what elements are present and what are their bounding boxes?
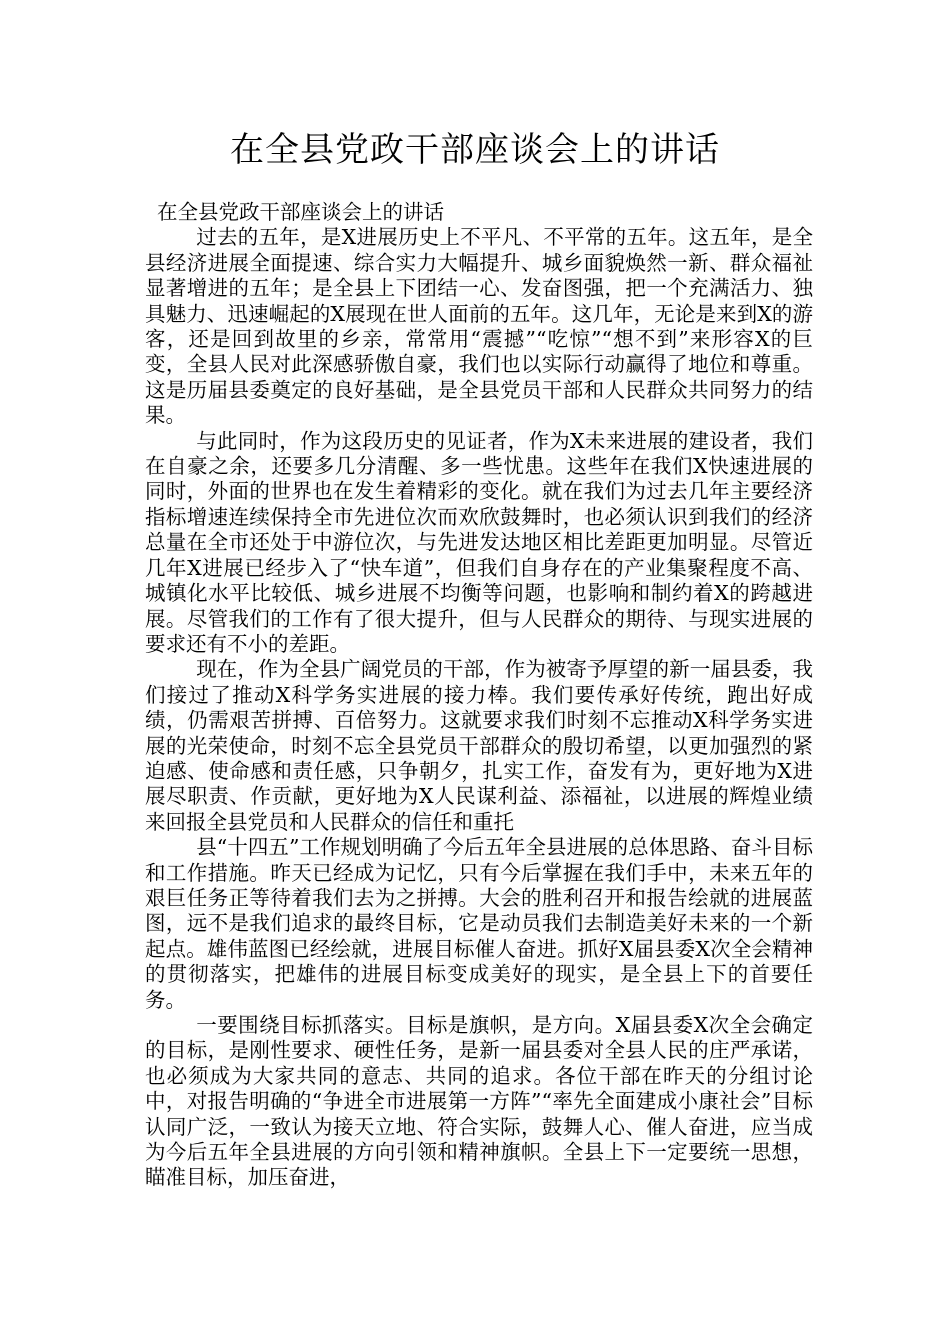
- paragraph-2: 与此同时，作为这段历史的见证者，作为X未来进展的建设者，我们在自豪之余，还要多几分清醒、多一些忧患。这些年在我们X快速进展的同时，外面的世界也在发生着精彩的变化。就在我们为过去几年主要经济指标增速连续保持全市先进位次而欢欣鼓舞时，也必须认识到我们的经济总量在全市还处于中游位次，与先进发达地区相比差距更加明显。尽管近几年X进展已经步入了“快车道”，但我们自身存在的产业集聚程度不高、城镇化水平比较低、城乡进展不均衡等问题，也影响和制约着X的跨越进展。尽管我们的工作有了很大提升，但与人民群众的期待、与现实进展的要求还有不小的差距。: [145, 428, 813, 656]
- document-body: [145, 200, 813, 1191]
- paragraph-4: 县“十四五”工作规划明确了今后五年全县进展的总体思路、奋斗目标和工作措施。昨天已经成为记忆，只有今后掌握在我们手中，未来五年的艰巨任务正等待着我们去为之拼搏。大会的胜利召开和报告绘就的进展蓝图，远不是我们追求的最终目标，它是动员我们去制造美好未来的一个新起点。雄伟蓝图已经绘就，进展目标催人奋进。抓好X届县委X次全会精神的贯彻落实，把雄伟的进展目标变成美好的现实，是全县上下的首要任务。: [145, 835, 813, 1012]
- paragraph-3: 现在，作为全县广阔党员的干部，作为被寄予厚望的新一届县委，我们接过了推动X科学务实进展的接力棒。我们要传承好传统，跑出好成绩，仍需艰苦拼搏、百倍努力。这就要求我们时刻不忘推动X科学务实进展的光荣使命，时刻不忘全县党员干部群众的殷切希望，以更加强烈的紧迫感、使命感和责任感，只争朝夕，扎实工作，奋发有为，更好地为X进展尽职责、作贡献，更好地为X人民谋利益、添福祉，以进展的辉煌业绩来回报全县党员和人民群众的信任和重托: [145, 657, 813, 834]
- page-title: 在全县党政干部座谈会上的讲话: [230, 130, 720, 170]
- paragraph-5: 一要围绕目标抓落实。目标是旗帜，是方向。X届县委X次全会确定的目标，是刚性要求、硬性任务，是新一届县委对全县人民的庄严承诺，也必须成为大家共同的意志、共同的追求。各位干部在昨天的分组讨论中，对报告明确的“争进全市进展第一方阵”“率先全面建成小康社会”目标认同广泛，一致认为接天立地、符合实际，鼓舞人心、催人奋进，应当成为今后五年全县进展的方向引领和精神旗帜。全县上下一定要统一思想，瞄准目标，加压奋进，: [145, 1013, 813, 1190]
- paragraph-1: 过去的五年，是X进展历史上不平凡、不平常的五年。这五年，是全县经济进展全面提速、综合实力大幅提升、城乡面貌焕然一新、群众福祉显著增进的五年；是全县上下团结一心、发奋图强，把一个充满活力、独具魅力、迅速崛起的X展现在世人面前的五年。这几年，无论是来到X的游客，还是回到故里的乡亲，常常用“震撼”“吃惊”“想不到”来形容X的巨变，全县人民对此深感骄傲自豪，我们也以实际行动赢得了地位和尊重。这是历届县委奠定的良好基础，是全县党员干部和人民群众共同努力的结果。: [145, 225, 813, 428]
- document-subtitle: 在全县党政干部座谈会上的讲话: [157, 200, 444, 224]
